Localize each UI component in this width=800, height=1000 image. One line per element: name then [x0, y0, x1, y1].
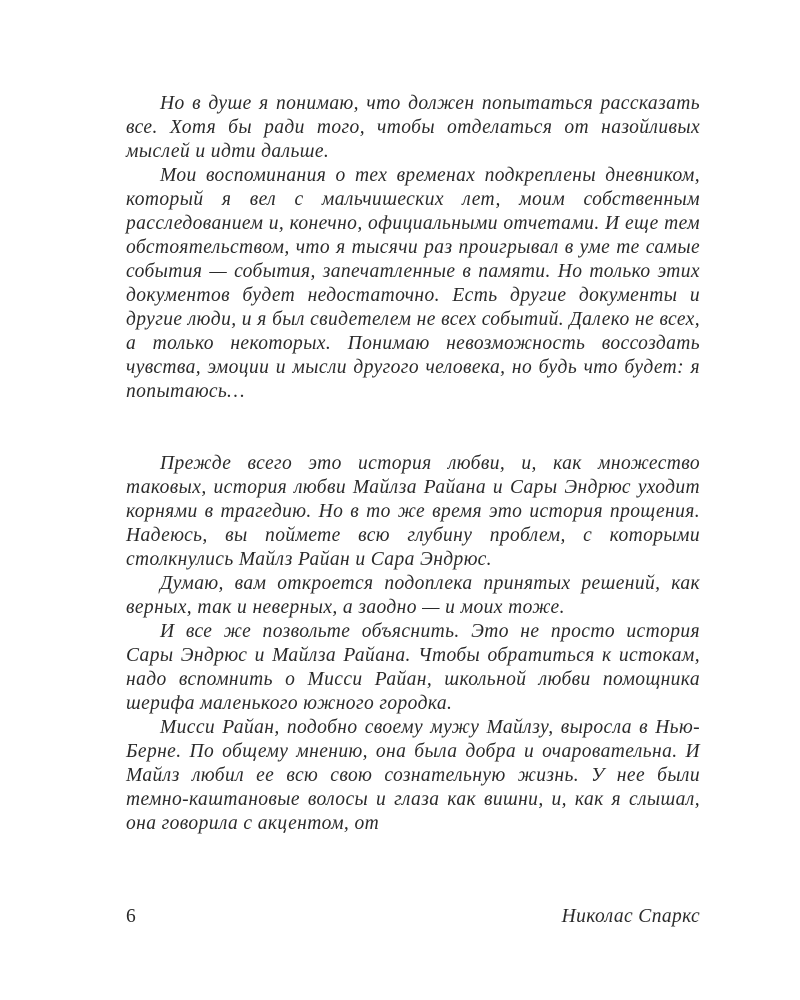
section-break — [126, 404, 700, 452]
paragraph: И все же позвольте объяснить. Это не просто история Сары Эндрюс и Майлза Райана. Чтобы обратиться к истокам, надо вспомнить о Мисси Райан, школьной любви помощника шерифа маленького южного городка. — [126, 621, 700, 714]
paragraph: Но в душе я понимаю, что должен попытаться рассказать все. Хотя бы ради того, чтобы отделаться от назойливых мыслей и идти дальше. — [126, 93, 700, 162]
paragraph: Думаю, вам откроется подоплека принятых решений, как верных, так и неверных, а заодно — и моих тоже. — [126, 573, 700, 618]
paragraph: Мои воспоминания о тех временах подкреплены дневником, который я вел с мальчишеских лет, моим собственным расследованием и, конечно, официальными отчетами. И еще тем обстоятельством, что я тысячи раз проигрывал в уме те самые события — события, запечатленные в памяти. Но только этих документов будет недостаточно. Есть другие документы и другие люди, и я был свидетелем не всех событий. Далеко не всех, а только некоторых. Понимаю невозможность воссоздать чувства, эмоции и мысли другого человека, но будь что будет: я попытаюсь… — [126, 165, 700, 402]
running-head-author: Николас Спаркс — [561, 906, 700, 927]
page-body — [126, 92, 700, 836]
paragraph: Прежде всего это история любви, и, как множество таковых, история любви Майлза Райана и Сары Эндрюс уходит корнями в трагедию. Но в то же время это история прощения. Надеюсь, вы поймете всю глубину проблем, с которыми столкнулись Майлз Райан и Сара Эндрюс. — [126, 453, 700, 570]
page-number: 6 — [126, 906, 136, 927]
paragraph: Мисси Райан, подобно своему мужу Майлзу, выросла в Нью-Берне. По общему мнению, она была добра и очаровательна. И Майлз любил ее всю свою сознательную жизнь. У нее были темно-каштановые волосы и глаза как вишни, и, как я слышал, она говорила с акцентом, от — [126, 717, 700, 834]
